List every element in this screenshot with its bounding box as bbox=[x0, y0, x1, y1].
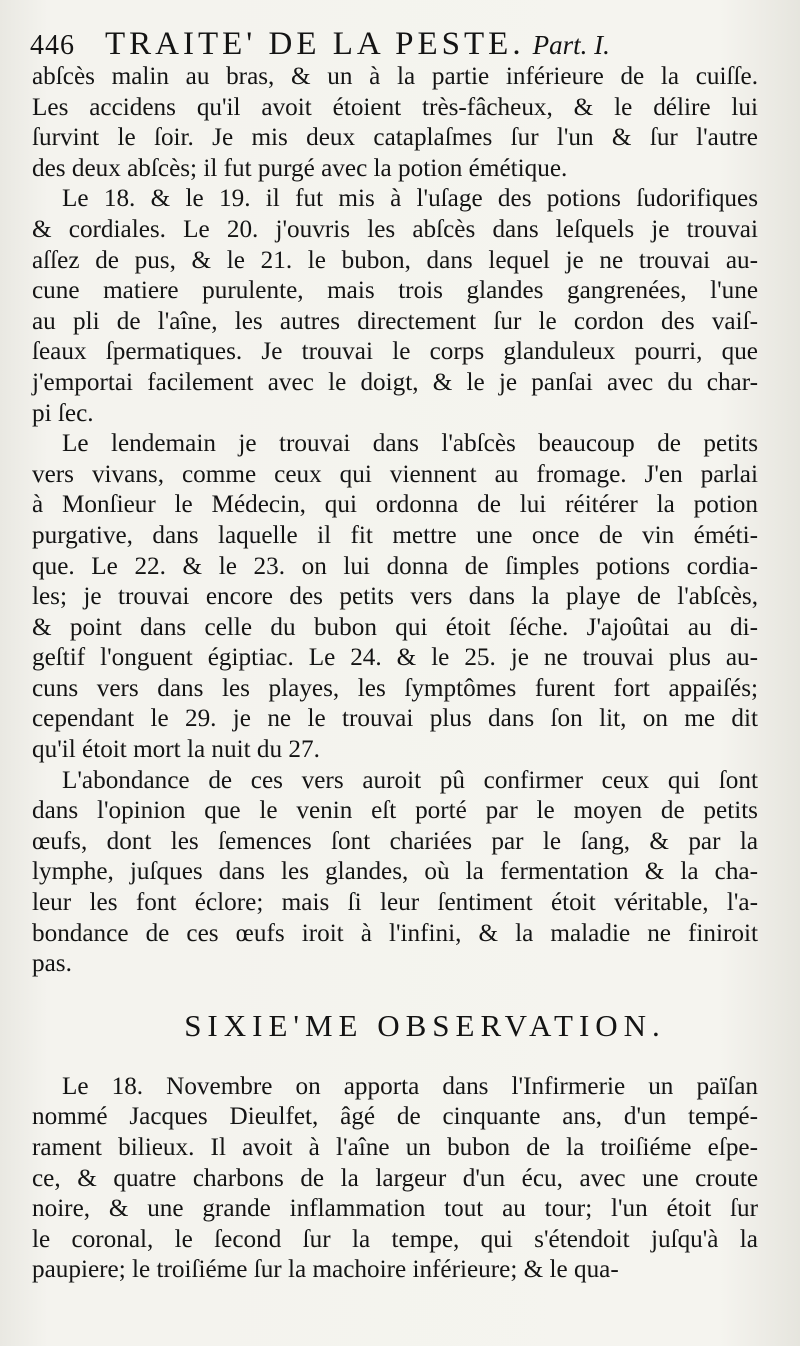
text-line: dans l'opinion que le venin eſt porté par le moyen de petits bbox=[32, 797, 758, 825]
body-text bbox=[32, 62, 758, 1286]
paragraphs-before bbox=[32, 62, 758, 980]
text-line: rament bilieux. Il avoit à l'aîne un bubon de la troiſiéme eſpe- bbox=[32, 1134, 758, 1161]
text-line: des deux abſcès; il fut purgé avec la potion émétique. bbox=[32, 154, 568, 182]
running-header bbox=[30, 26, 670, 66]
text-line: les; je trouvai encore des petits vers dans la playe de l'abſcès, bbox=[32, 583, 758, 611]
text-line: que. Le 22. & le 23. on lui donna de ſimples potions cordia- bbox=[32, 552, 758, 580]
text-line: Le 18. & le 19. il fut mis à l'uſage des potions ſudorifiques bbox=[62, 185, 758, 213]
text-line: pi ſec. bbox=[32, 399, 94, 427]
paragraph bbox=[32, 184, 758, 429]
text-line: ſeaux ſpermatiques. Je trouvai le corps glanduleux pourri, que bbox=[32, 338, 758, 366]
text-line: cune matiere purulente, mais trois glandes gangrenées, l'une bbox=[32, 277, 758, 305]
running-title: TRAITE' DE LA PESTE. bbox=[105, 26, 525, 62]
paragraphs-after bbox=[32, 1072, 758, 1286]
text-line: abſcès malin au bras, & un à la partie inférieure de la cuiſſe. bbox=[32, 63, 758, 90]
text-line: pas. bbox=[32, 950, 72, 978]
text-line: bondance de ces œufs iroit à l'infini, & la maladie ne finiroit bbox=[32, 919, 758, 947]
paragraph bbox=[32, 62, 758, 184]
text-line: qu'il étoit mort la nuit du 27. bbox=[32, 736, 320, 764]
text-line: L'abondance de ces vers auroit pû confirmer ceux qui ſont bbox=[62, 766, 758, 794]
text-line: & cordiales. Le 20. j'ouvris les abſcès dans leſquels je trouvai bbox=[32, 215, 758, 243]
text-line: lymphe, juſques dans les glandes, où la fermentation & la cha- bbox=[32, 858, 758, 886]
text-line: vers vivans, comme ceux qui viennent au fromage. J'en parlai bbox=[32, 460, 758, 488]
text-line: à Monſieur le Médecin, qui ordonna de lui réitérer la potion bbox=[32, 491, 758, 519]
text-line: Le 18. Novembre on apporta dans l'Infirmerie un païſan bbox=[62, 1072, 758, 1100]
text-line: geſtif l'onguent égiptiac. Le 24. & le 25. je ne trouvai plus au- bbox=[32, 644, 758, 672]
text-line: nommé Jacques Dieulfet, âgé de cinquante ans, d'un tempé- bbox=[32, 1103, 758, 1131]
text-line: purgative, dans laquelle il fit mettre une once de vin éméti- bbox=[32, 521, 758, 549]
paragraph bbox=[32, 1072, 758, 1286]
text-line: j'emportai facilement avec le doigt, & le je panſai avec du char- bbox=[32, 368, 758, 396]
text-line: Les accidens qu'il avoit étoient très-fâcheux, & le délire lui bbox=[32, 93, 758, 121]
text-line: leur les font éclore; mais ſi leur ſentiment étoit véritable, l'a- bbox=[32, 889, 758, 917]
running-part: Part. I. bbox=[532, 30, 610, 60]
section-heading: SIXIE'ME OBSERVATION. bbox=[184, 1007, 666, 1043]
text-line: ſurvint le ſoir. Je mis deux cataplaſmes ſur l'un & ſur l'autre bbox=[32, 124, 758, 152]
page-number: 446 bbox=[30, 30, 75, 61]
text-line: aſſez de pus, & le 21. le bubon, dans lequel je ne trouvai au- bbox=[32, 246, 758, 274]
text-line: Le lendemain je trouvai dans l'abſcès beaucoup de petits bbox=[62, 430, 758, 458]
text-line: noire, & une grande inflammation tout au tour; l'un étoit ſur bbox=[32, 1195, 758, 1223]
text-line: au pli de l'aîne, les autres directement ſur le cordon des vaiſ- bbox=[32, 307, 758, 335]
text-line: paupiere; le troiſiéme ſur la machoire inférieure; & le qua- bbox=[32, 1256, 619, 1284]
text-line: cuns vers dans les playes, les ſymptômes furent fort appaiſés; bbox=[32, 674, 758, 702]
paragraph bbox=[32, 429, 758, 766]
text-line: ce, & quatre charbons de la largeur d'un écu, avec une croute bbox=[32, 1164, 758, 1192]
text-line: & point dans celle du bubon qui étoit ſéche. J'ajoûtai au di- bbox=[32, 613, 758, 641]
text-line: œufs, dont les ſemences ſont chariées par le ſang, & par la bbox=[32, 827, 758, 855]
paragraph bbox=[32, 766, 758, 980]
text-line: le coronal, le ſecond ſur la tempe, qui s'étendoit juſqu'à la bbox=[32, 1225, 758, 1253]
text-line: cependant le 29. je ne le trouvai plus dans ſon lit, on me dit bbox=[32, 705, 758, 733]
